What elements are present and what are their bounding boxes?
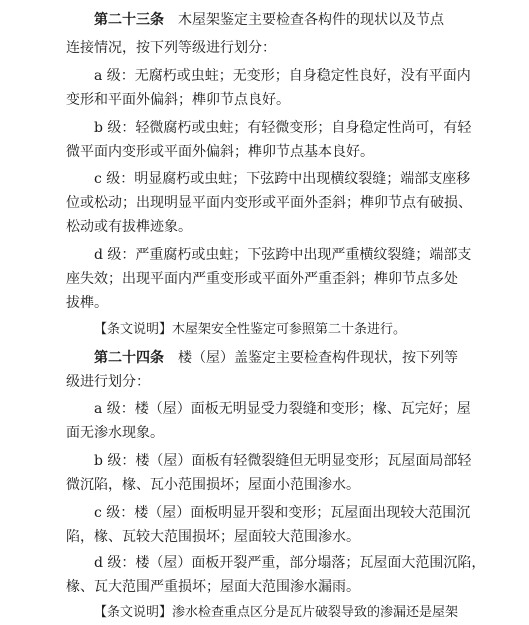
- article-23-grade-a-line-2: 变形和平面外偏斜；榫卯节点良好。: [66, 92, 290, 108]
- article-23-grade-d-line-2: 座失效；出现平面内严重变形或平面外严重歪斜；榫卯节点多处: [66, 271, 458, 287]
- article-23-grade-d-line-1: d 级：严重腐朽或虫蛀；下弦跨中出现严重横纹裂缝；端部支: [94, 247, 472, 263]
- article-24-grade-d-line-2: 椽、瓦大范围严重损坏；屋面大范围渗水漏雨。: [66, 579, 360, 595]
- article-24-grade-b-line-2: 微沉陷，椽、瓦小范围损坏；屋面小范围渗水。: [66, 477, 360, 493]
- article-24-first-line: [94, 348, 458, 368]
- article-24-grade-b-line-1: b 级：楼（屋）面板有轻微裂缝但无明显变形；瓦屋面局部轻: [94, 453, 472, 469]
- article-24-grade-a-line-2: 面无渗水现象。: [66, 425, 164, 441]
- article-24-line-2: 级进行划分：: [66, 374, 150, 390]
- article-24-text: 楼（屋）盖鉴定主要检查构件现状，按下列等: [178, 350, 458, 366]
- article-24-grade-a-line-1: a 级：楼（屋）面板无明显受力裂缝和变形；椽、瓦完好；屋: [94, 401, 471, 417]
- article-23-grade-b-line-1: b 级：轻微腐朽或虫蛀；有轻微变形；自身稳定性尚可，有轻: [94, 120, 472, 136]
- article-23-explanation: 【条文说明】木屋架安全性鉴定可参照第二十条进行。: [94, 322, 407, 337]
- article-24-grade-c-line-1: c 级：楼（屋）面板明显开裂和变形；瓦屋面出现较大范围沉: [94, 505, 471, 521]
- article-23-grade-c-line-3: 松动或有拔榫迹象。: [66, 219, 192, 235]
- article-23-grade-d-line-3: 拔榫。: [66, 295, 108, 311]
- article-23-heading: 第二十三条: [94, 12, 164, 28]
- article-23-first-line: [94, 10, 444, 30]
- article-23-grade-c-line-2: 位或松动；出现明显平面内变形或平面外歪斜；榫卯节点有破损、: [66, 195, 472, 211]
- article-24-heading: 第二十四条: [94, 350, 164, 366]
- article-24-grade-d-line-1: d 级：楼（屋）面板开裂严重，部分塌落；瓦屋面大范围沉陷，: [94, 555, 486, 571]
- article-24-grade-c-line-2: 陷，椽、瓦较大范围损坏；屋面较大范围渗水。: [66, 529, 360, 545]
- article-23-line-2: 连接情况，按下列等级进行划分：: [66, 40, 276, 56]
- article-23-grade-c-line-1: c 级：明显腐朽或虫蛀；下弦跨中出现横纹裂缝；端部支座移: [94, 171, 471, 187]
- article-23-text: 木屋架鉴定主要检查各构件的现状以及节点: [178, 12, 444, 28]
- article-23-grade-b-line-2: 微平面内变形或平面外偏斜；榫卯节点基本良好。: [66, 144, 374, 160]
- article-23-grade-a-line-1: a 级：无腐朽或虫蛀；无变形；自身稳定性良好，没有平面内: [94, 68, 471, 84]
- article-24-explanation: 【条文说明】渗水检查重点区分是瓦片破裂导致的渗漏还是屋架: [94, 605, 459, 620]
